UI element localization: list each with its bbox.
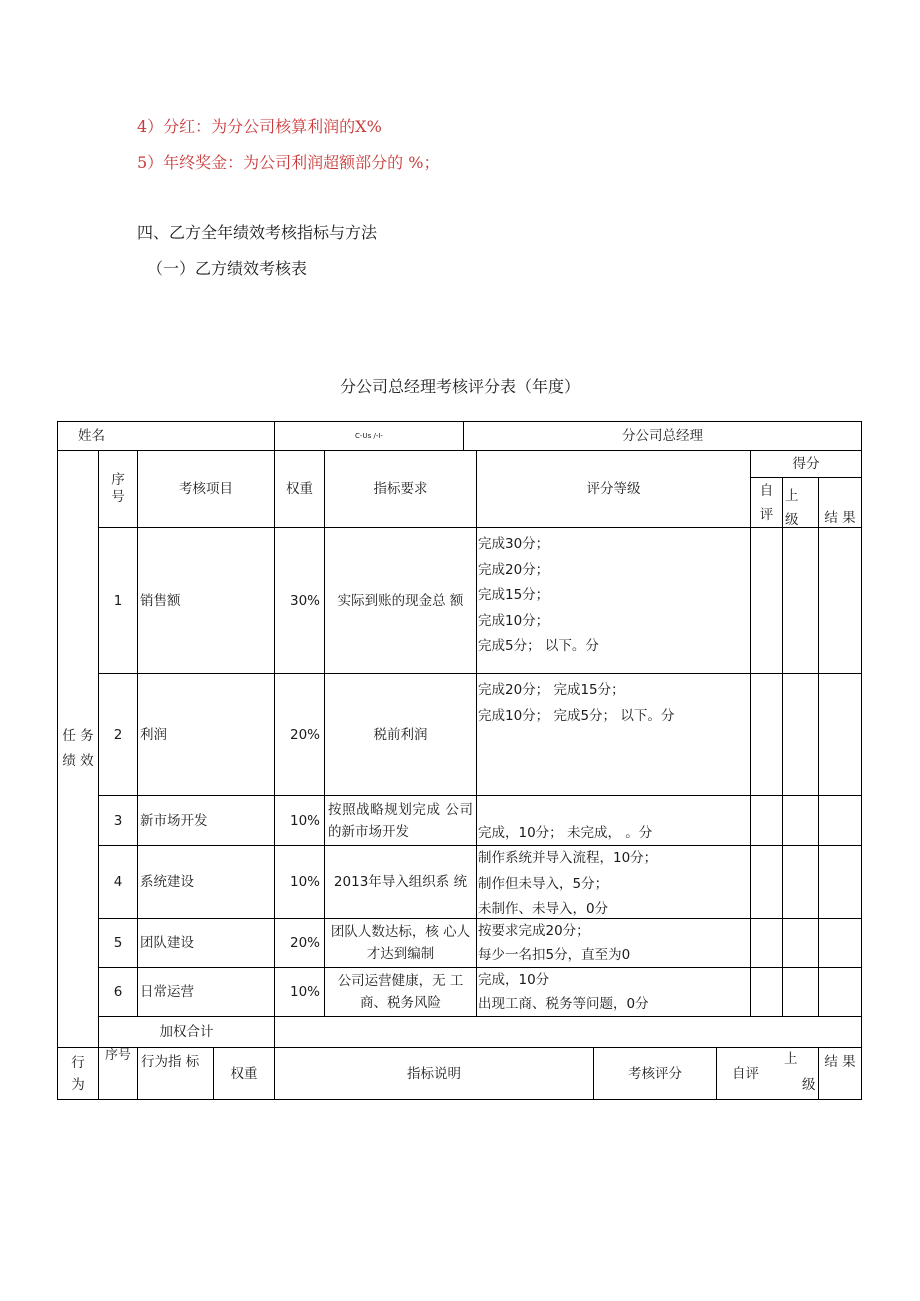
position-title: 分公司总经理 xyxy=(464,422,862,451)
header-weight: 权重 xyxy=(275,451,325,528)
row-5-result[interactable] xyxy=(819,919,862,968)
row-6-self-score[interactable] xyxy=(751,968,783,1017)
row-1-result[interactable] xyxy=(819,528,862,674)
row-4-requirement: 2013年导入组织系 统 xyxy=(325,846,477,919)
behavior-superior-top: 上 xyxy=(784,1051,798,1067)
row-3-item: 新市场开发 xyxy=(138,796,275,846)
row-2-result[interactable] xyxy=(819,674,862,796)
behavior-superior-bottom: 级 xyxy=(802,1077,816,1093)
behavior-seq: 序号 xyxy=(99,1048,138,1100)
row-1-weight: 30% xyxy=(275,528,325,674)
row-3-superior-score[interactable] xyxy=(783,796,819,846)
row-2-requirement: 税前利润 xyxy=(325,674,477,796)
header-result: 结 果 xyxy=(819,478,862,528)
name-value: C-Us /-I- xyxy=(275,422,464,451)
row-1-superior-score[interactable] xyxy=(783,528,819,674)
row-2-item: 利润 xyxy=(138,674,275,796)
behavior-self-superior xyxy=(717,1048,819,1100)
row-3-requirement: 按照战略规划完成 公司的新市场开发 xyxy=(325,796,477,846)
row-5-requirement: 团队人数达标，核 心人才达到编制 xyxy=(325,919,477,968)
row-3-weight: 10% xyxy=(275,796,325,846)
row-6-superior-score[interactable] xyxy=(783,968,819,1017)
row-2-self-score[interactable] xyxy=(751,674,783,796)
row-4-item: 系统建设 xyxy=(138,846,275,919)
row-1-item: 销售额 xyxy=(138,528,275,674)
header-superior: 上级 xyxy=(783,478,819,528)
row-6-item: 日常运营 xyxy=(138,968,275,1017)
behavior-self: 自评 xyxy=(732,1066,759,1082)
row-4-self-score[interactable] xyxy=(751,846,783,919)
weighted-total-value[interactable] xyxy=(275,1017,862,1048)
row-5-seq: 5 xyxy=(99,919,138,968)
task-performance-category: 任 务 绩 效 xyxy=(58,451,99,1048)
row-6-requirement: 公司运营健康，无 工商、税务风险 xyxy=(325,968,477,1017)
row-4-seq: 4 xyxy=(99,846,138,919)
behavior-rating: 考核评分 xyxy=(594,1048,717,1100)
row-2-weight: 20% xyxy=(275,674,325,796)
row-6-weight: 10% xyxy=(275,968,325,1017)
row-4-weight: 10% xyxy=(275,846,325,919)
row-3-grades: 完成，10分； 未完成， 。分 xyxy=(477,796,751,846)
row-6-seq: 6 xyxy=(99,968,138,1017)
row-4-superior-score[interactable] xyxy=(783,846,819,919)
row-1-grades: 完成30分； 完成20分； 完成15分； 完成10分； 完成5分； 以下。分 xyxy=(477,528,751,674)
row-2-seq: 2 xyxy=(99,674,138,796)
row-2-grades: 完成20分； 完成15分； 完成10分； 完成5分； 以下。分 xyxy=(477,674,751,796)
paragraph-year-end-bonus: 5）年终奖金：为公司利润超额部分的 %； xyxy=(137,153,440,172)
behavior-description: 指标说明 xyxy=(275,1048,594,1100)
row-1-self-score[interactable] xyxy=(751,528,783,674)
subsection-heading: （一）乙方绩效考核表 xyxy=(147,259,308,278)
header-grade: 评分等级 xyxy=(477,451,751,528)
header-requirement: 指标要求 xyxy=(325,451,477,528)
header-item: 考核项目 xyxy=(138,451,275,528)
row-6-grades: 完成，10分 出现工商、税务等问题，0分 xyxy=(477,968,751,1017)
behavior-result: 结 果 xyxy=(819,1048,862,1100)
header-self: 自评 xyxy=(751,478,783,528)
row-5-superior-score[interactable] xyxy=(783,919,819,968)
section-heading: 四、乙方全年绩效考核指标与方法 xyxy=(137,223,378,242)
row-2-superior-score[interactable] xyxy=(783,674,819,796)
row-4-grades: 制作系统并导入流程，10分； 制作但未导入，5分； 未制作、未导入，0分 xyxy=(477,846,751,919)
row-3-result[interactable] xyxy=(819,796,862,846)
row-1-seq: 1 xyxy=(99,528,138,674)
table-title: 分公司总经理考核评分表（年度） xyxy=(339,377,580,396)
row-3-self-score[interactable] xyxy=(751,796,783,846)
name-label: 姓名 xyxy=(58,422,275,451)
paragraph-dividend: 4）分红：为分公司核算利润的X% xyxy=(137,117,382,136)
row-5-item: 团队建设 xyxy=(138,919,275,968)
row-5-self-score[interactable] xyxy=(751,919,783,968)
weighted-total-label: 加权合计 xyxy=(99,1017,275,1048)
row-3-seq: 3 xyxy=(99,796,138,846)
behavior-weight: 权重 xyxy=(214,1048,275,1100)
behavior-category: 行 为 xyxy=(58,1048,99,1100)
header-seq: 序号 xyxy=(99,451,138,528)
row-5-weight: 20% xyxy=(275,919,325,968)
row-6-result[interactable] xyxy=(819,968,862,1017)
row-4-result[interactable] xyxy=(819,846,862,919)
row-5-grades: 按要求完成20分； 每少一名扣5分，直至为0 xyxy=(477,919,751,968)
row-1-requirement: 实际到账的现金总 额 xyxy=(325,528,477,674)
behavior-indicator: 行为指 标 xyxy=(138,1048,214,1100)
header-score: 得分 xyxy=(751,451,862,478)
